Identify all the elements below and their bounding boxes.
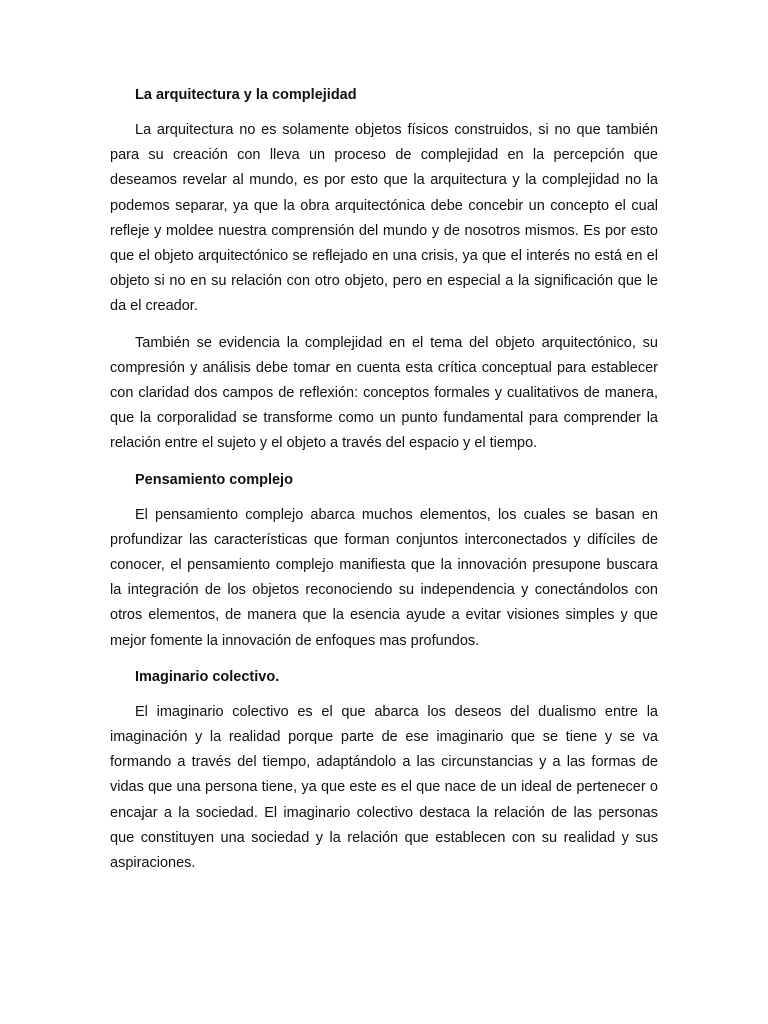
section-arquitectura-complejidad <box>110 83 658 457</box>
paragraph: También se evidencia la complejidad en el tema del objeto arquitectónico, su compresión y análisis debe tomar en cuenta esta crítica conceptual para establecer con claridad dos campos de reflexión: conceptos formales y cualitativos de manera, que la corporalidad se transforme como un punto fundamental para comprender la relación entre el sujeto y el objeto a través del espacio y el tiempo. <box>110 334 658 452</box>
section-pensamiento-complejo <box>110 468 658 654</box>
section-heading: Pensamiento complejo <box>135 471 293 488</box>
document-page <box>110 83 658 876</box>
paragraph: El pensamiento complejo abarca muchos elementos, los cuales se basan en profundizar las características que forman conjuntos interconectados y difíciles de conocer, el pensamiento complejo manifiesta que la innovación presupone buscara la integración de los objetos reconociendo su independencia y conectándolos con otros elementos, de manera que la esencia ayude a evitar visiones simples y que mejor fomente la innovación de enfoques mas profundos. <box>110 506 658 649</box>
paragraph: El imaginario colectivo es el que abarca los deseos del dualismo entre la imaginación y la realidad porque parte de ese imaginario que se tiene y se va formando a través del tiempo, adaptándolo a las circunstancias y a las formas de vidas que una persona tiene, ya que este es el que nace de un ideal de pertenecer o encajar a la sociedad. El imaginario colectivo destaca la relación de las personas que constituyen una sociedad y la relación que establecen con su realidad y sus aspiraciones. <box>110 703 658 872</box>
paragraph: La arquitectura no es solamente objetos físicos construidos, si no que también para su creación con lleva un proceso de complejidad en la percepción que deseamos revelar al mundo, es por esto que la arquitectura y la complejidad no la podemos separar, ya que la obra arquitectónica debe concebir un concepto el cual refleje y moldee nuestra comprensión del mundo y de nosotros mismos. Es por esto que el objeto arquitectónico se reflejado en una crisis, ya que el interés no está en el objeto si no en su relación con otro objeto, pero en especial a la significación que le da el creador. <box>110 122 658 315</box>
section-heading: Imaginario colectivo. <box>135 668 280 685</box>
section-imaginario-colectivo <box>110 665 658 876</box>
section-heading: La arquitectura y la complejidad <box>135 87 357 103</box>
